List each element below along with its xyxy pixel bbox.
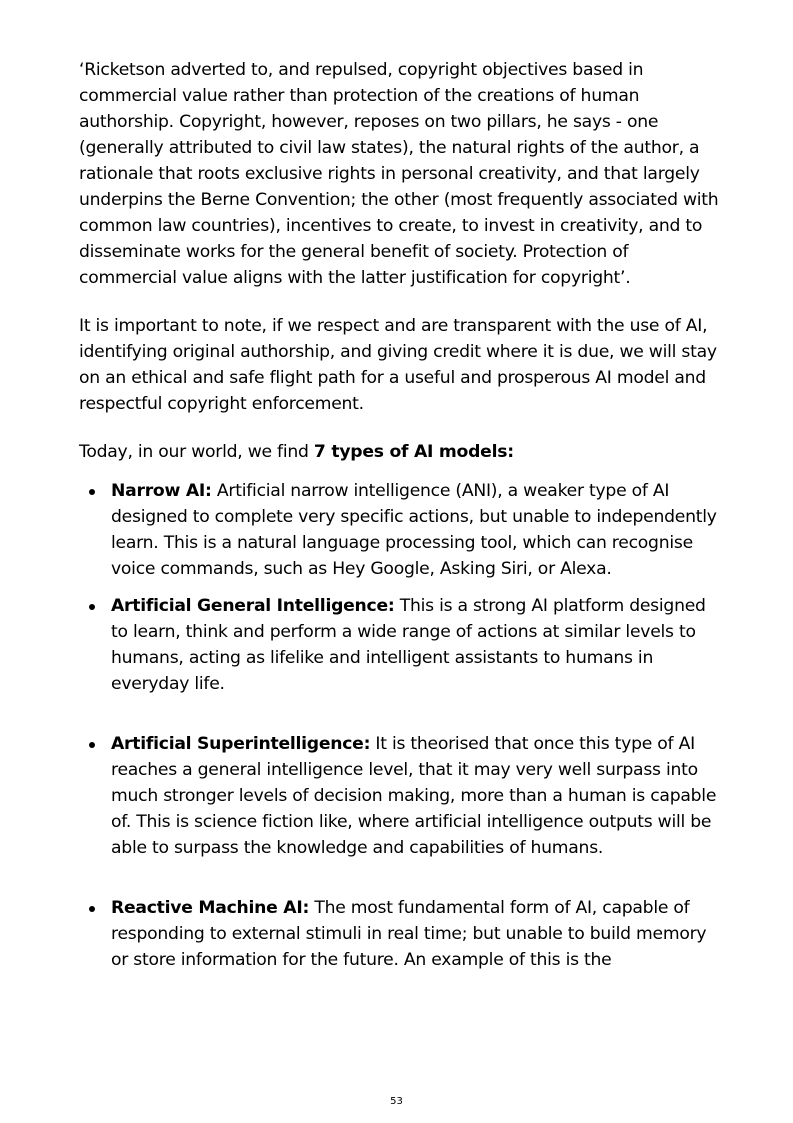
- ai-type-description: Artificial narrow intelligence (ANI), a weaker type of AI designed to complete very specific actions, but unable to independently learn. This is a natural language processing tool, which can recognise voice commands, such as Hey Google, Asking Siri, or Alexa.: [111, 481, 717, 579]
- list-item: [79, 895, 719, 973]
- bullet-dot-icon: [89, 906, 95, 912]
- ai-type-term: Narrow AI:: [111, 481, 212, 501]
- list-item: [79, 593, 719, 697]
- ai-types-list: [79, 478, 719, 973]
- ethics-paragraph: It is important to note, if we respect and are transparent with the use of AI, identifying original authorship, and giving credit where it is due, we will stay on an ethical and safe flight path for a useful and prosperous AI model and respectful copyright enforcement.: [79, 316, 717, 414]
- bullet-dot-icon: [89, 742, 95, 748]
- quote-paragraph: ‘Ricketson adverted to, and repulsed, copyright objectives based in commercial value rather than protection of the creations of human authorship. Copyright, however, reposes on two pillars, he says - one (generally attributed to civil law states), the natural rights of the author, a rationale that roots exclusive rights in personal creativity, and that largely underpins the Berne Convention; the other (most frequently associated with common law countries), incentives to create, to invest in creativity, and to disseminate works for the general benefit of society. Protection of commercial value aligns with the latter justification for copyright’.: [79, 60, 719, 288]
- document-page: [79, 57, 719, 984]
- ai-type-term: Artificial Superintelligence:: [111, 734, 371, 754]
- ai-type-term: Artificial General Intelligence:: [111, 596, 395, 616]
- page-number: 53: [390, 1096, 403, 1107]
- list-item: [79, 731, 719, 861]
- list-item: [79, 478, 719, 582]
- bullet-dot-icon: [89, 604, 95, 610]
- ai-type-description: This is a strong AI platform designed to learn, think and perform a wide range of actions at similar levels to humans, acting as lifelike and intelligent assistants to humans in everyday life.: [111, 596, 706, 694]
- intro-bold-text: 7 types of AI models:: [313, 442, 514, 462]
- bullet-dot-icon: [89, 489, 95, 495]
- ai-types-intro: [79, 439, 719, 465]
- ai-type-description: The most fundamental form of AI, capable of responding to external stimuli in real time; but unable to build memory or store information for the future. An example of this is the: [111, 898, 707, 970]
- intro-text: Today, in our world, we find: [79, 442, 314, 462]
- ai-type-description: It is theorised that once this type of AI reaches a general intelligence level, that it may very well surpass into much stronger levels of decision making, more than a human is capable of. This is science fiction like, where artificial intelligence outputs will be able to surpass the knowledge and capabilities of humans.: [111, 734, 717, 858]
- ai-type-term: Reactive Machine AI:: [111, 898, 310, 918]
